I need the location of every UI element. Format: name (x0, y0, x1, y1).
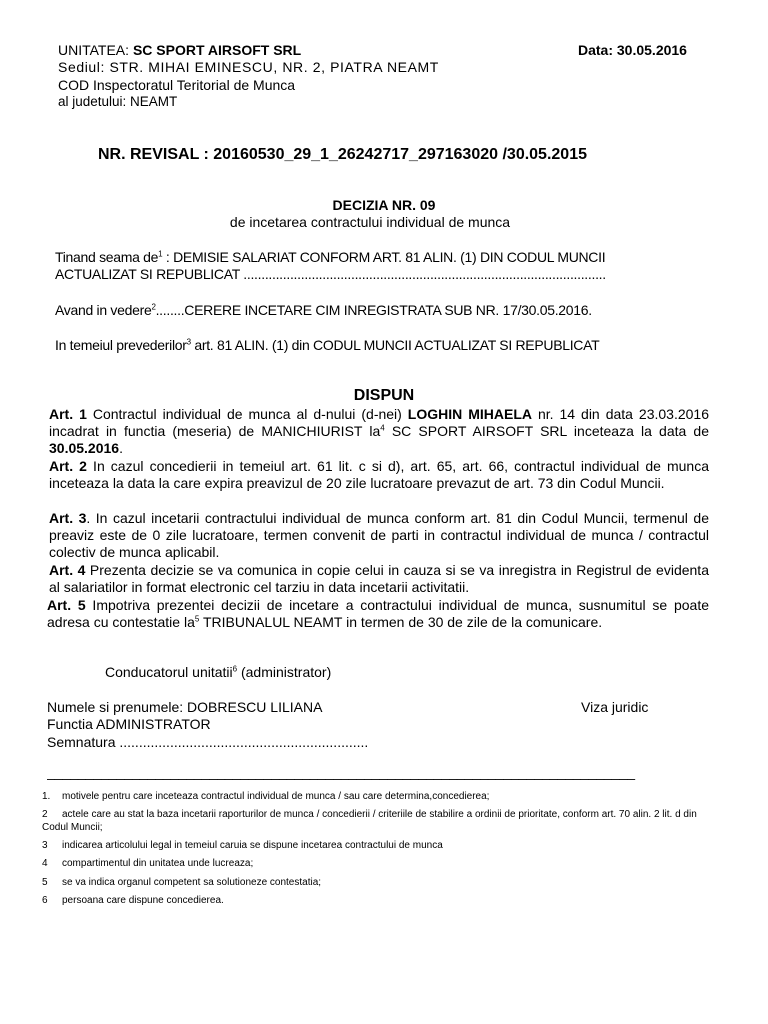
footnote-number: 3 (42, 840, 48, 851)
footnote-number: 6 (42, 895, 48, 906)
signatory-function: Functia ADMINISTRATOR (47, 716, 211, 732)
document-date: Data: 30.05.2016 (578, 42, 687, 58)
unit-line (58, 42, 301, 59)
article-1 (49, 406, 709, 458)
footnote-2 (42, 808, 710, 834)
article-2-label: Art. 2 (49, 458, 87, 474)
footnote-ref-4: 4 (380, 423, 385, 433)
legal-visa: Viza juridic (581, 699, 649, 715)
article-3-text: . In cazul incetarii contractului individual de munca conform art. 81 din Codul Muncii, termenul de preaviz este de 0 zile lucratoare, termen convenit de parti in contractul individual de munca / contractul colectiv de munca aplicabil. (49, 510, 709, 561)
article-1-label: Art. 1 (49, 406, 87, 422)
article-1-text: Contractul individual de munca al d-nului (d-nei) (86, 406, 408, 422)
decision-title: DECIZIA NR. 09 (332, 197, 436, 213)
signatory-name: Numele si prenumele: DOBRESCU LILIANA (47, 699, 323, 715)
unit-name: SC SPORT AIRSOFT SRL (132, 42, 302, 58)
footnote-4 (42, 857, 722, 870)
footnote-6 (42, 894, 722, 907)
unit-seat: Sediul: STR. MIHAI EMINESCU, NR. 2, PIATRA NEAMT (58, 59, 439, 75)
considering-line-2: ACTUALIZAT SI REPUBLICAT ..................................................................................................... (55, 266, 606, 282)
footnote-ref-6: 6 (232, 664, 238, 674)
signature-line: Semnatura ................................................................ (47, 734, 369, 750)
footnote-ref-1: 1 (158, 249, 163, 259)
article-2 (49, 458, 709, 492)
article-1-end: . (119, 440, 123, 457)
article-3-label: Art. 3 (49, 510, 87, 526)
itm-code: COD Inspectoratul Teritorial de Munca (58, 77, 296, 93)
footnote-text: motivele pentru care inceteaza contractul individual de munca / sau care determina,concedierea; (62, 791, 490, 802)
basis-label: In temeiul prevederilor (55, 337, 187, 353)
given-line (55, 302, 592, 319)
footnote-1 (42, 790, 722, 803)
article-5-text: Impotriva prezentei decizii de incetare a contractului individual de munca, susnumitul se poate adresa cu contestatie la (47, 597, 710, 631)
article-4-text: Prezenta decizie se va comunica in copie celui in cauza si se va inregistra in Registrul de evidenta al salariatilor in format electronic cel tarziu in data incetarii activitatii. (49, 562, 709, 596)
given-text: ........CERERE INCETARE CIM INREGISTRATA SUB NR. 17/30.05.2016. (155, 302, 592, 318)
dispun-heading: DISPUN (353, 387, 415, 404)
article-5-text-2: TRIBUNALUL NEAMT in termen de 30 de zile de la comunicare. (199, 614, 603, 631)
article-5 (47, 597, 709, 631)
termination-date: 30.05.2016 (49, 440, 120, 457)
footnote-ref-5: 5 (194, 614, 200, 624)
unit-head-line (105, 664, 331, 681)
county-line: al judetului: NEAMT (58, 94, 178, 109)
unit-head-role: (administrator) (237, 664, 332, 680)
footnote-5 (42, 876, 722, 889)
footnote-number: 1. (42, 791, 51, 802)
considering-line-1 (55, 249, 605, 266)
basis-text: art. 81 ALIN. (1) din CODUL MUNCII ACTUALIZAT SI REPUBLICAT (190, 337, 600, 353)
footnote-number: 2 (42, 809, 48, 820)
article-4 (49, 562, 709, 596)
article-3 (49, 510, 709, 562)
considering-label: Tinand seama de (55, 249, 159, 265)
footnote-number: 4 (42, 858, 48, 869)
article-1-text-2: nr. 14 din data 23.03.2016 incadrat in functia (meseria) de MANICHIURIST la (49, 406, 709, 440)
employee-name: LOGHIN MIHAELA (407, 406, 532, 422)
footnote-3 (42, 839, 722, 852)
footnote-text: se va indica organul competent sa solutioneze contestatia; (62, 877, 322, 888)
article-4-label: Art. 4 (49, 562, 86, 578)
footnote-text: actele care au stat la baza incetarii raporturilor de munca / concedierii / criteriile de stabilire a ordinii de prioritate, conform art. 70 alin. 2 lit. d din Codul Muncii; (42, 809, 697, 833)
basis-line (55, 337, 599, 354)
footnote-separator: ____________________________________________________________________________ (47, 764, 635, 780)
article-1-text-3: SC SPORT AIRSOFT SRL inceteaza la data de (384, 423, 710, 440)
revisal-number: NR. REVISAL : 20160530_29_1_26242717_297163020 /30.05.2015 (98, 146, 587, 163)
considering-text: : DEMISIE SALARIAT CONFORM ART. 81 ALIN. (1) DIN CODUL MUNCII (162, 249, 606, 265)
article-2-text: In cazul concedierii in temeiul art. 61 lit. c si d), art. 65, art. 66, contractul individual de munca inceteaza la data la care expira preavizul de 20 zile lucratoare prevazut de art. 73 din Codul Muncii. (49, 458, 709, 492)
decision-subtitle: de incetarea contractului individual de munca (229, 214, 511, 230)
unit-label: UNITATEA: (58, 42, 133, 58)
footnote-text: indicarea articolului legal in temeiul caruia se dispune incetarea contractului de munca (62, 840, 443, 851)
footnote-number: 5 (42, 877, 48, 888)
footnote-text: compartimentul din unitatea unde lucreaza; (62, 858, 254, 869)
unit-head-label: Conducatorul unitatii (105, 664, 233, 680)
article-5-label: Art. 5 (47, 597, 86, 613)
footnote-ref-3: 3 (186, 337, 191, 347)
footnote-text: persoana care dispune concedierea. (62, 895, 224, 906)
given-label: Avand in vedere (55, 302, 152, 318)
footnote-ref-2: 2 (151, 302, 156, 312)
